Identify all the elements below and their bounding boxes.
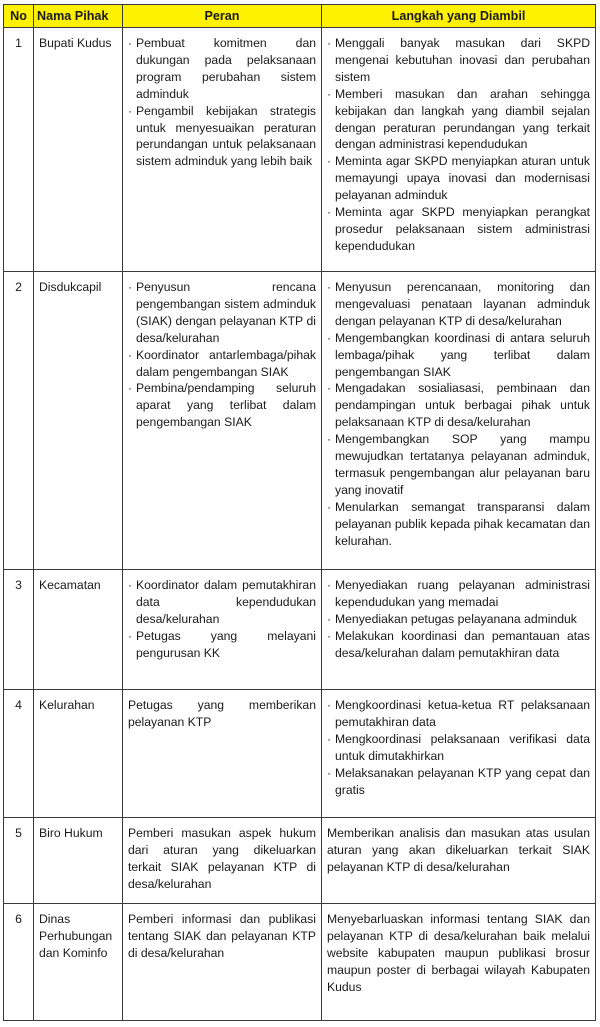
roles-table [3,4,596,1021]
list-item: · Petugas yang melayani pengurusan KK [128,628,316,660]
list-item: · Menyusun perencanaan, monitoring dan mengevaluasi penataan layanan adminduk dengan pelayanan KTP di desa/kelurahan [327,280,590,328]
role-cell: Pemberi masukan aspek hukum dari aturan yang dikeluarkan terkait SIAK pelayanan KTP di desa/kelurahan [123,818,322,904]
list-item: · Meminta agar SKPD menyiapkan perangkat prosedur pelaksanaan sistem administrasi kependudukan [327,205,590,253]
bullet-icon: · [327,280,332,294]
bullet-icon: · [128,381,133,396]
party-name: Dinas Perhubungan dan Kominfo [34,904,123,1021]
bullet-icon: · [327,765,332,780]
steps-cell [322,570,596,690]
list-item: · Mengkoordinasi ketua-ketua RT pelaksanaan pemutakhiran data [327,698,590,729]
list-item: · Mengkoordinasi pelaksanaan verifikasi data untuk dimutakhirkan [327,731,590,763]
table-row [4,690,596,818]
header-nama-pihak: Nama Pihak [34,5,123,28]
header-langkah: Langkah yang Diambil [322,5,596,28]
list-item: · Melaksanakan pelayanan KTP yang cepat dan gratis [327,765,590,797]
list-item: · Pembuat komitmen dan dukungan pada pelaksanaan program perubahan sistem adminduk [128,36,316,101]
bullet-icon: · [327,205,332,220]
steps-cell: Menyebarluaskan informasi tentang SIAK dan pelayanan KTP di desa/kelurahan baik melalui website kabupaten maupun publikasi brosur maupun poster di berbagai wilayah Kabupaten Kudus [322,904,596,1021]
row-number: 4 [4,690,34,818]
row-number: 1 [4,28,34,272]
bullet-icon: · [327,381,332,396]
bullet-icon: · [327,432,332,447]
header-no: No [4,5,34,28]
bullet-icon: · [327,578,332,592]
list-item: · Penyusun rencana pengembangan sistem adminduk (SIAK) dengan pelayanan KTP di desa/kelurahan [128,280,316,345]
row-number: 6 [4,904,34,1021]
row-number: 3 [4,570,34,690]
bullet-icon: · [327,154,332,169]
list-item: · Melakukan koordinasi dan pemantauan atas desa/kelurahan dalam pemutakhiran data [327,628,590,660]
list-item: · Menyediakan petugas pelayanana adminduk [327,611,577,626]
role-cell: Pemberi informasi dan publikasi tentang SIAK dan pelayanan KTP di desa/kelurahan [123,904,322,1021]
bullet-icon: · [327,698,332,712]
list-item: · Memberi masukan dan arahan sehingga kebijakan dan langkah yang diambil sejalan dengan peraturan perundangan yang terkait dengan administrasi kependudukan [327,86,590,152]
list-item: · Koordinator dalam pemutakhiran data kependudukan desa/kelurahan [128,578,316,626]
table-row [4,818,596,904]
list-item: · Mengadakan sosialiasasi, pembinaan dan pendampingan untuk berbagai pihak untuk pelaksanaan KTP di desa/kelurahan [327,381,590,430]
party-name: Disdukcapil [34,272,123,570]
list-item: · Menularkan semangat transparansi dalam pelayanan publik kepada pihak kecamatan dan kelurahan. [327,499,590,548]
bullet-icon: · [327,611,332,626]
bullet-icon: · [128,103,133,118]
list-item: · Meminta agar SKPD menyiapkan aturan untuk memayungi upaya inovasi dan modernisasi pelayanan adminduk [327,154,590,203]
steps-cell: Memberikan analisis dan masukan atas usulan aturan yang akan dikeluarkan terkait SIAK pelayanan KTP di desa/kelurahan [322,818,596,904]
bullet-icon: · [327,499,332,514]
bullet-icon: · [327,36,332,50]
list-item: · Menggali banyak masukan dari SKPD mengenai kebutuhan inovasi dan perubahan sistem [327,36,590,84]
table-row [4,28,596,272]
row-number: 5 [4,818,34,904]
steps-cell [322,272,596,570]
bullet-icon: · [128,347,133,362]
role-cell: Petugas yang memberikan pelayanan KTP [123,690,322,818]
list-item: · Mengembangkan koordinasi di antara seluruh lembaga/pihak yang terlibat dalam pengembangan SIAK [327,330,590,379]
role-cell [123,28,322,272]
list-item: · Koordinator antarlembaga/pihak dalam pengembangan SIAK [128,347,316,379]
list-item: · Pengambil kebijakan strategis untuk menyesuaikan peraturan perundangan untuk pelaksanaan sistem adminduk yang lebih baik [128,103,316,169]
bullet-icon: · [128,578,133,592]
party-name: Kecamatan [34,570,123,690]
party-name: Biro Hukum [34,818,123,904]
bullet-icon: · [128,36,133,50]
bullet-icon: · [327,628,332,643]
list-item: · Mengembangkan SOP yang mampu mewujudkan tertatanya pelayanan adminduk, termasuk pengembangan alur pelayanan baru yang inovatif [327,432,590,497]
party-name: Bupati Kudus [34,28,123,272]
bullet-icon: · [128,280,133,294]
table-header-row [4,5,596,28]
steps-cell [322,28,596,272]
party-name: Kelurahan [34,690,123,818]
list-item: · Pembina/pendamping seluruh aparat yang terlibat dalam pengembangan SIAK [128,381,316,430]
list-item: · Menyediakan ruang pelayanan administrasi kependudukan yang memadai [327,578,590,609]
bullet-icon: · [128,628,133,643]
row-number: 2 [4,272,34,570]
role-cell [123,570,322,690]
header-peran: Peran [123,5,322,28]
table-row [4,272,596,570]
role-cell [123,272,322,570]
bullet-icon: · [327,86,332,101]
bullet-icon: · [327,330,332,345]
table-row [4,570,596,690]
bullet-icon: · [327,731,332,746]
table-row [4,904,596,1021]
steps-cell [322,690,596,818]
